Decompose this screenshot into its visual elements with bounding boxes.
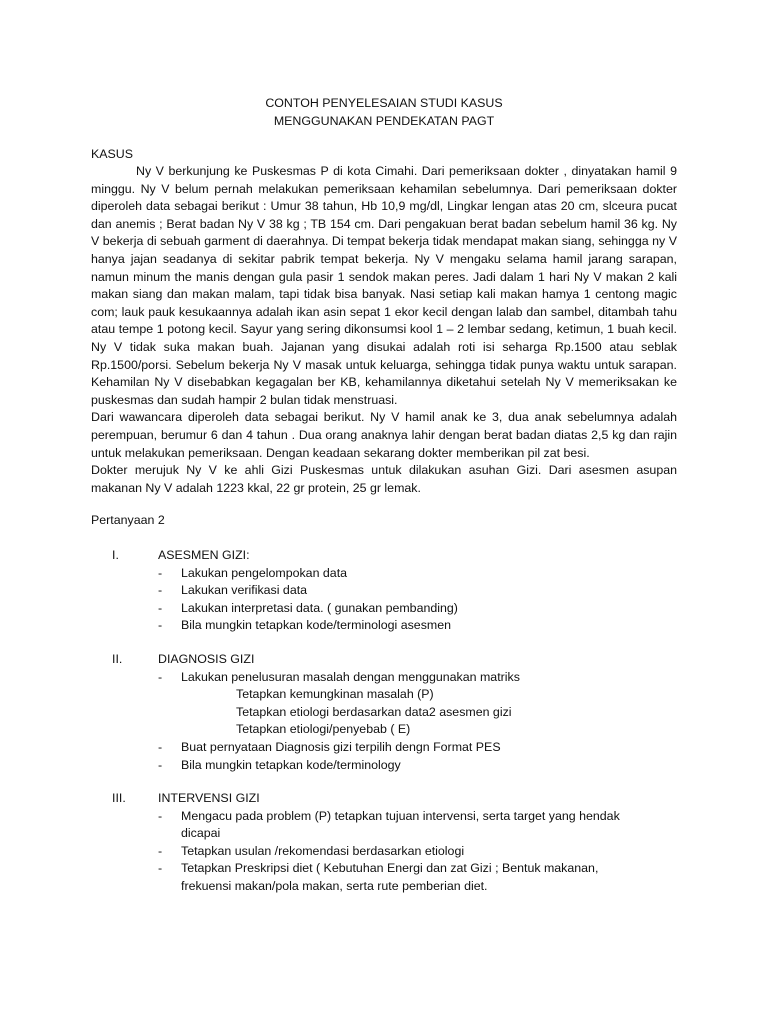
list-item: - Mengacu pada problem (P) tetapkan tujuan intervensi, serta target yang hendak dicapai xyxy=(158,808,620,841)
section-number: II. xyxy=(112,652,123,666)
list-item: - Bila mungkin tetapkan kode/terminology xyxy=(158,757,401,772)
list-item: - Bila mungkin tetapkan kode/terminologi asesmen xyxy=(158,618,451,633)
question-heading: Pertanyaan 2 xyxy=(91,513,165,527)
list-item: - Buat pernyataan Diagnosis gizi terpilih dengn Format PES xyxy=(158,739,501,754)
list-sub-item: Tetapkan kemungkinan masalah (P) xyxy=(236,687,434,702)
list-item: - Lakukan penelusuran masalah dengan menggunakan matriks xyxy=(158,669,520,684)
list-item: - Lakukan verifikasi data xyxy=(158,583,308,598)
case-paragraph-1: Ny V berkunjung ke Puskesmas P di kota Cimahi. Dari pemeriksaan dokter , dinyatakan hamil 9 minggu. Ny V belum pernah melakukan pemeriksaan kehamilan sebelumnya. Dari pemeriksaan dokter diperoleh data sebagai berikut : Umur 38 tahun, Hb 10,9 mg/dl, Lingkar lengan atas 20 cm, slceura pucat dan anemis ; Berat badan Ny V 38 kg ; TB 154 cm. Dari pengakuan berat badan sebelum hamil 36 kg. Ny V bekerja di sebuah garment di daerahnya. Di tempat bekerja tidak mendapat makan siang, sehingga ny V hanya jajan seadanya di sekitar pabrik tempat bekerja. Ny V mengaku selama hamil jarang sarapan, namun minum the manis dengan gula pasir 1 sendok makan peres. Jadi dalam 1 hari Ny V makan 2 kali makan siang dan makan malam, tapi tidak bisa banyak. Nasi setiap kali makan hamya 1 centong magic com; lauk pauk kesukaannya adalah ikan asin sepat 1 ekor kecil dengan lalab dan sambel, ditambah tahu atau tempe 1 potong kecil. Sayur yang sering dikonsumsi kool 1 – 2 lembar sedang, ketimun, 1 buah kecil. Ny V tidak suka makan buah. Jajanan yang disukai adalah roti isi seharga Rp.1500 atau seblak Rp.1500/porsi. Sebelum bekerja Ny V masak untuk keluarga, sehingga tidak punya waktu untuk sarapan. Kehamilan Ny V disebabkan kegagalan ber KB, kehamilannya diketahui setelah Ny V memeriksakan ke puskesmas dan sudah hampir 2 bulan tidak menstruasi. xyxy=(91,164,677,407)
document-title xyxy=(0,95,768,130)
section-number: III. xyxy=(112,791,126,805)
case-paragraph-3: Dokter merujuk Ny V ke ahli Gizi Puskesmas untuk dilakukan asuhan Gizi. Dari asesmen asupan makanan Ny V adalah 1223 kkal, 22 gr protein, 25 gr lemak. xyxy=(91,463,677,495)
section-items xyxy=(158,565,658,635)
case-paragraph-2: Dari wawancara diperoleh data sebagai berikut. Ny V hamil anak ke 3, dua anak sebelumnya adalah perempuan, berumur 6 dan 4 tahun . Dua orang anaknya lahir dengan berat badan diatas 2,5 kg dan rajin untuk melakukan pemeriksaan. Dengan keadaan sekarang dokter memberikan pil zat besi. xyxy=(91,410,677,460)
list-sub-item: Tetapkan etiologi/penyebab ( E) xyxy=(236,722,411,737)
kasus-heading: KASUS xyxy=(91,147,134,161)
section-items xyxy=(158,808,628,896)
section-number: I. xyxy=(112,548,119,562)
list-sub-item: Tetapkan etiologi berdasarkan data2 asesmen gizi xyxy=(236,704,512,719)
section-title: DIAGNOSIS GIZI xyxy=(158,652,255,666)
list-item: - Lakukan pengelompokan data xyxy=(158,565,348,580)
list-item: - Tetapkan Preskripsi diet ( Kebutuhan Energi dan zat Gizi ; Bentuk makanan, frekuensi makan/pola makan, serta rute pemberian diet. xyxy=(158,861,599,893)
title-line-1: CONTOH PENYELESAIAN STUDI KASUS xyxy=(265,96,503,110)
case-description xyxy=(91,163,677,497)
list-item: - Lakukan interpretasi data. ( gunakan pembanding) xyxy=(158,600,458,615)
title-line-2: MENGGUNAKAN PENDEKATAN PAGT xyxy=(273,113,495,128)
section-title: INTERVENSI GIZI xyxy=(158,791,260,805)
list-item: - Tetapkan usulan /rekomendasi berdasarkan etiologi xyxy=(158,843,465,858)
section-items xyxy=(158,669,658,775)
section-title: ASESMEN GIZI: xyxy=(158,548,250,562)
